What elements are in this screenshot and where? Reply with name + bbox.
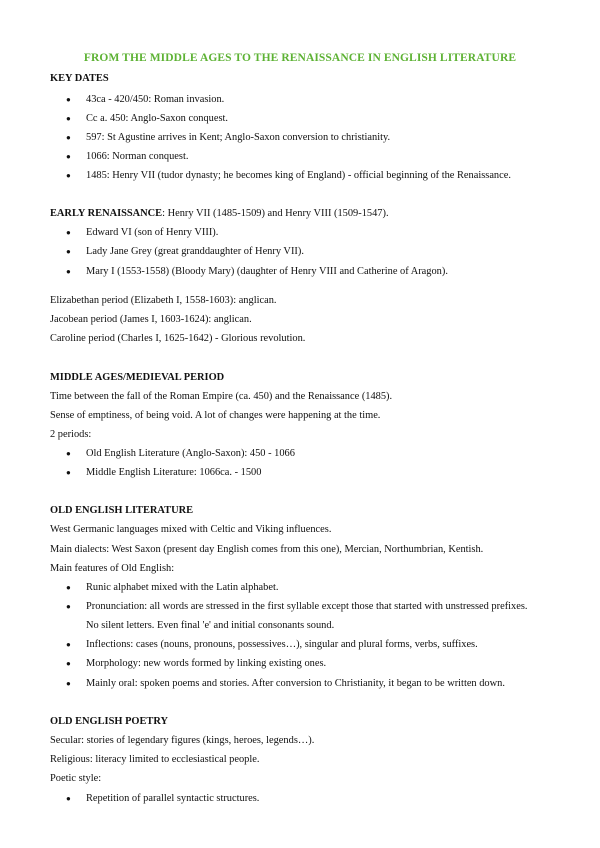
paragraph-line: Religious: literacy limited to ecclesiastical people.: [50, 754, 260, 765]
bullet-icon: ●: [66, 95, 71, 104]
list-item: Mainly oral: spoken poems and stories. After conversion to Christianity, it began to be written down.: [86, 678, 505, 689]
list-item: Runic alphabet mixed with the Latin alphabet.: [86, 582, 279, 593]
bullet-icon: ●: [66, 247, 71, 256]
bullet-icon: ●: [66, 679, 71, 688]
early-renaissance-intro: : Henry VII (1485-1509) and Henry VIII (1509-1547).: [162, 208, 389, 219]
bullet-icon: ●: [66, 659, 71, 668]
period-line: Caroline period (Charles I, 1625-1642) - Glorious revolution.: [50, 333, 306, 344]
list-item: Lady Jane Grey (great granddaughter of Henry VII).: [86, 246, 304, 257]
paragraph-line: Time between the fall of the Roman Empire (ca. 450) and the Renaissance (1485).: [50, 391, 393, 402]
bullet-icon: ●: [66, 583, 71, 592]
early-renaissance-line: [50, 207, 389, 221]
paragraph-line: Main features of Old English:: [50, 563, 175, 574]
bullet-icon: ●: [66, 468, 71, 477]
list-item: Cc a. 450: Anglo-Saxon conquest.: [86, 113, 228, 124]
bullet-icon: ●: [66, 640, 71, 649]
list-item-continuation: No silent letters. Even final 'e' and initial consonants sound.: [86, 620, 335, 631]
list-item: Pronunciation: all words are stressed in the first syllable except those that started with unstressed prefixes.: [86, 601, 528, 612]
list-item: Repetition of parallel syntactic structures.: [86, 793, 260, 804]
bullet-icon: ●: [66, 267, 71, 276]
bullet-icon: ●: [66, 152, 71, 161]
list-item: Edward VI (son of Henry VIII).: [86, 227, 219, 238]
key-dates-heading: KEY DATES: [50, 73, 109, 84]
period-line: Elizabethan period (Elizabeth I, 1558-1603): anglican.: [50, 295, 277, 306]
list-item: Inflections: cases (nouns, pronouns, possessives…), singular and plural forms, verbs, suffixes.: [86, 639, 478, 650]
list-item: 1485: Henry VII (tudor dynasty; he becomes king of England) - official beginning of the Renaissance.: [86, 170, 511, 181]
bullet-icon: ●: [66, 133, 71, 142]
bullet-icon: ●: [66, 228, 71, 237]
old-english-lit-heading: OLD ENGLISH LITERATURE: [50, 505, 194, 516]
middle-ages-heading: MIDDLE AGES/MEDIEVAL PERIOD: [50, 372, 225, 383]
bullet-icon: ●: [66, 171, 71, 180]
paragraph-line: Poetic style:: [50, 773, 102, 784]
list-item: Morphology: new words formed by linking existing ones.: [86, 658, 327, 669]
bullet-icon: ●: [66, 794, 71, 803]
list-item: Middle English Literature: 1066ca. - 1500: [86, 467, 262, 478]
period-line: Jacobean period (James I, 1603-1624): anglican.: [50, 314, 252, 325]
list-item: 43ca - 420/450: Roman invasion.: [86, 94, 225, 105]
list-item: Old English Literature (Anglo-Saxon): 450 - 1066: [86, 448, 295, 459]
list-item: 597: St Agustine arrives in Kent; Anglo-Saxon conversion to christianity.: [86, 132, 391, 143]
paragraph-line: Sense of emptiness, of being void. A lot of changes were happening at the time.: [50, 410, 381, 421]
list-item: Mary I (1553-1558) (Bloody Mary) (daughter of Henry VIII and Catherine of Aragon).: [86, 266, 448, 277]
paragraph-line: Secular: stories of legendary figures (kings, heroes, legends…).: [50, 735, 315, 746]
document-title: FROM THE MIDDLE AGES TO THE RENAISSANCE IN ENGLISH LITERATURE: [83, 52, 517, 64]
early-renaissance-heading: EARLY RENAISSANCE: [50, 208, 163, 219]
paragraph-line: Main dialects: West Saxon (present day English comes from this one), Mercian, Northumbrian, Kentish.: [50, 544, 484, 555]
old-english-poetry-heading: OLD ENGLISH POETRY: [50, 716, 168, 727]
bullet-icon: ●: [66, 602, 71, 611]
list-item: 1066: Norman conquest.: [86, 151, 189, 162]
bullet-icon: ●: [66, 114, 71, 123]
paragraph-line: West Germanic languages mixed with Celtic and Viking influences.: [50, 524, 332, 535]
bullet-icon: ●: [66, 449, 71, 458]
paragraph-line: 2 periods:: [50, 429, 92, 440]
